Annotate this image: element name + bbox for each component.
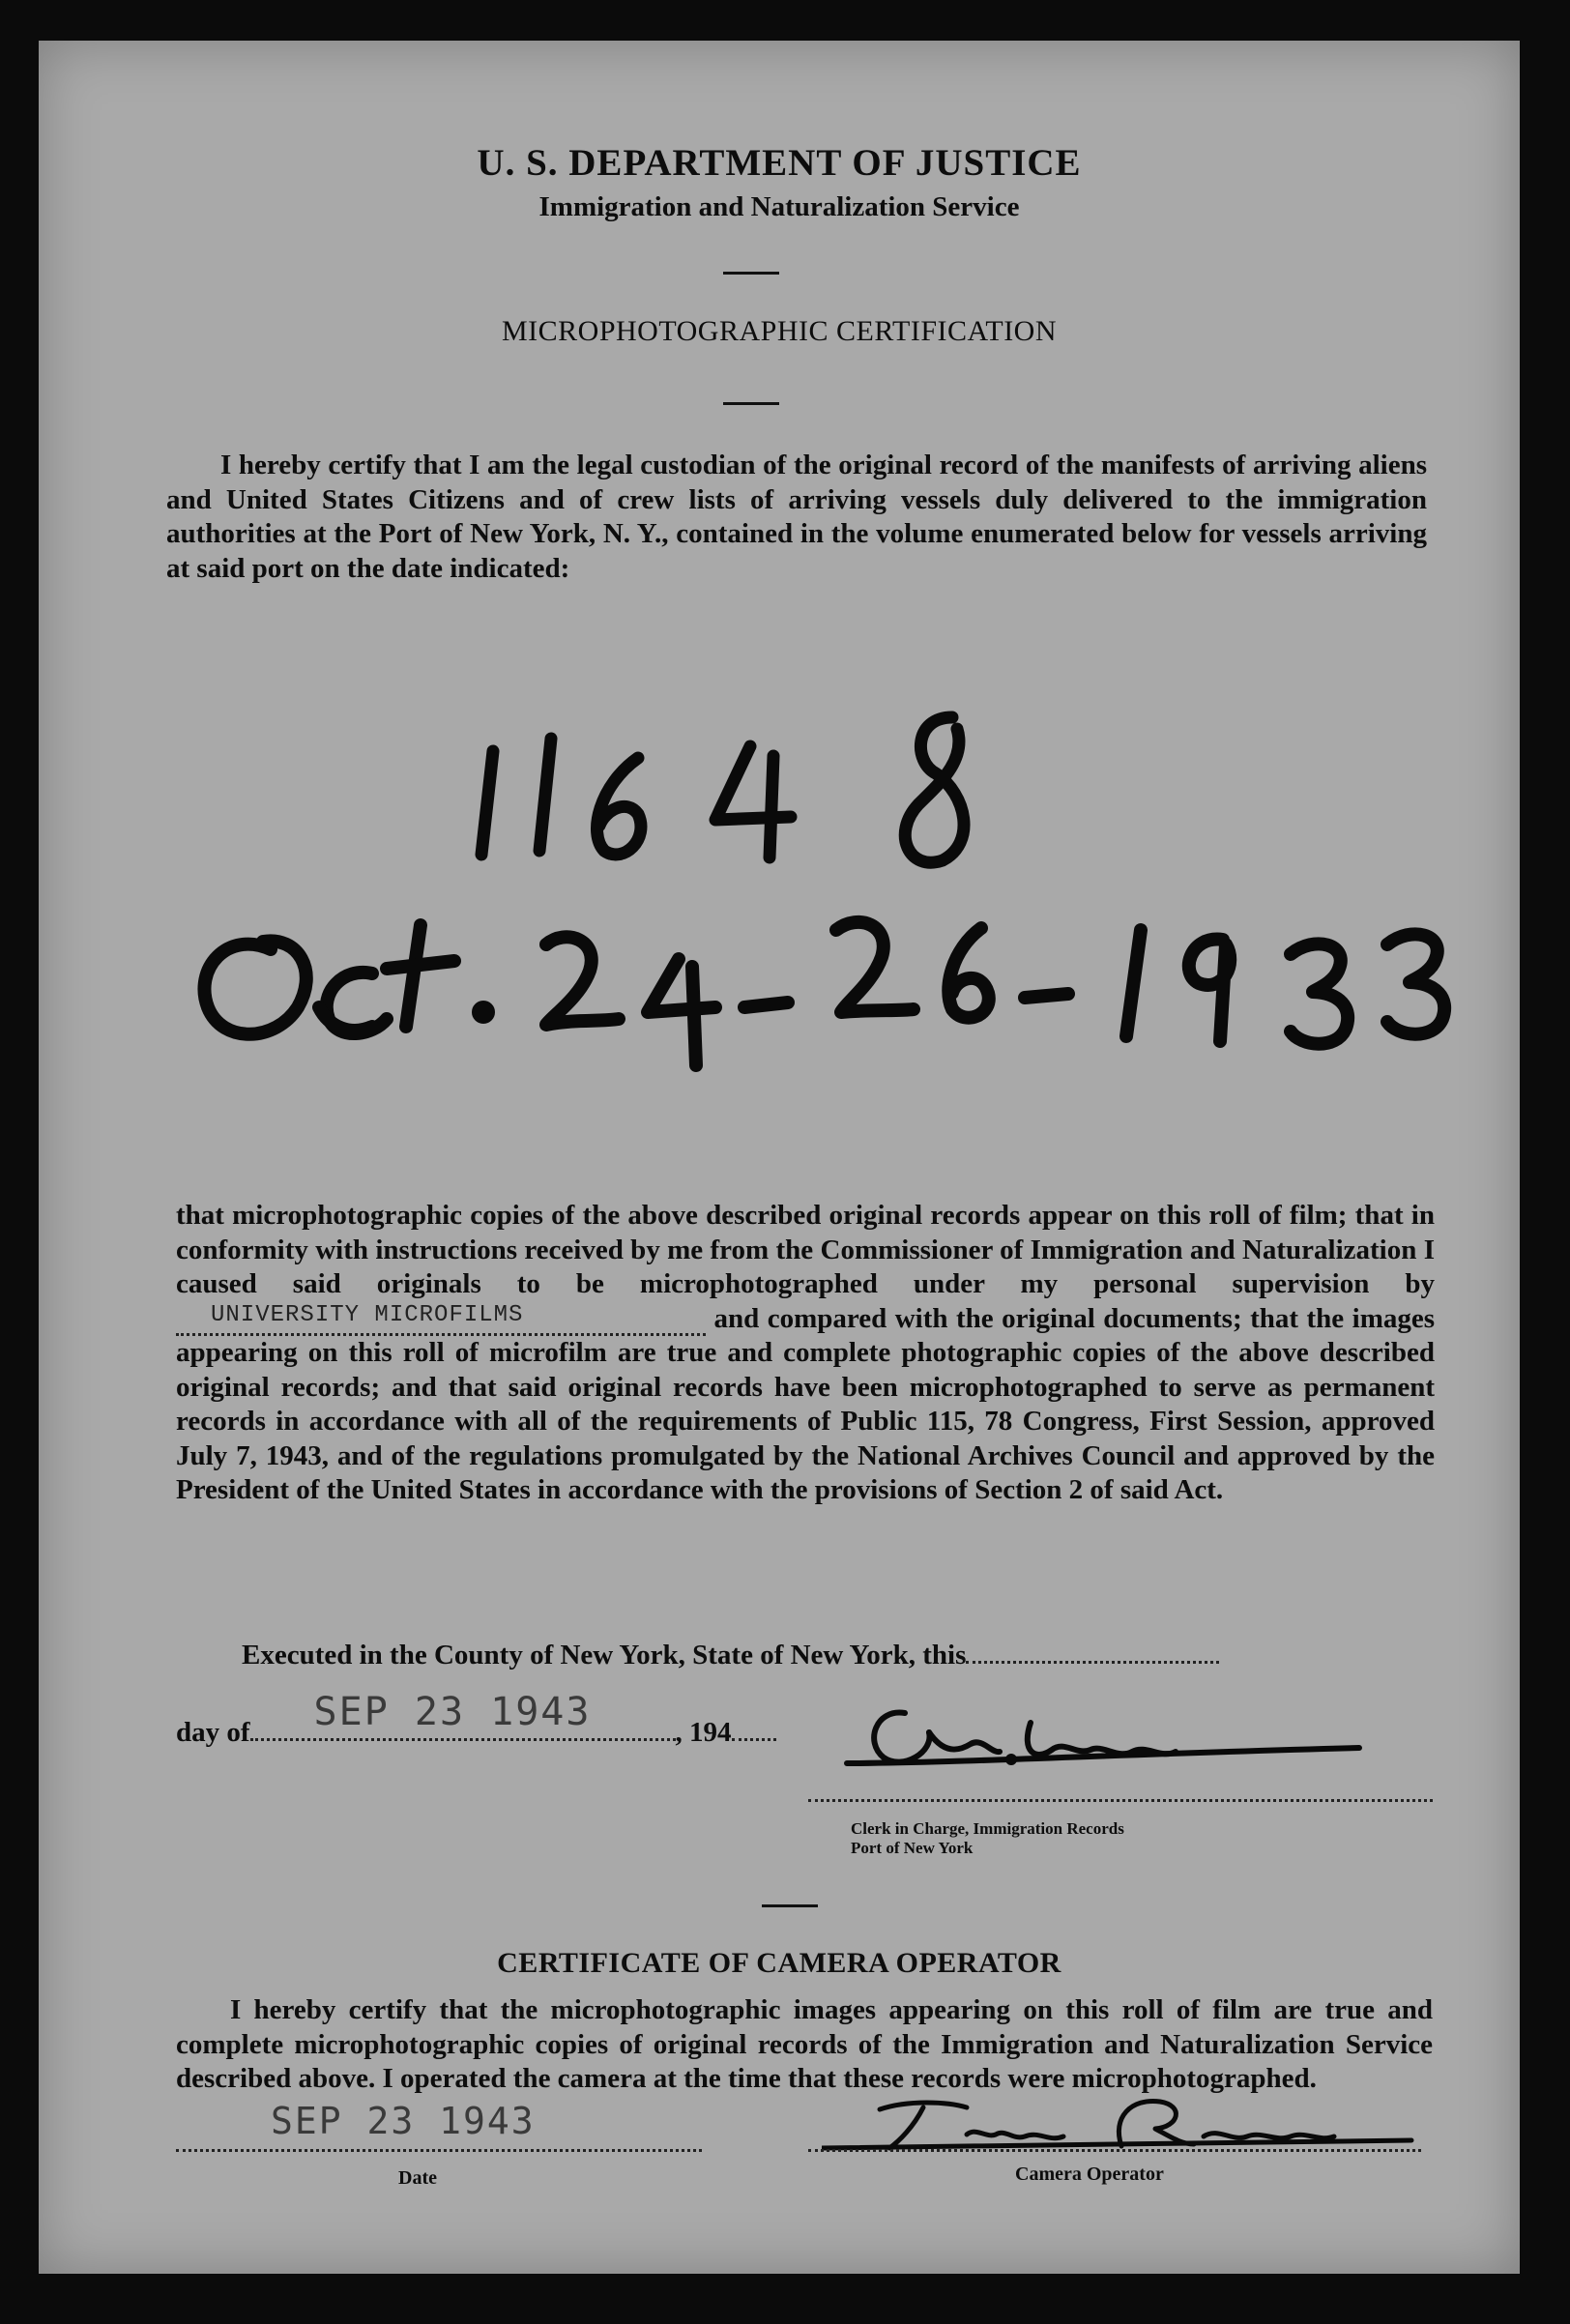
typed-contractor-name: UNIVERSITY MICROFILMS: [211, 1302, 524, 1328]
camera-operator-paragraph: I hereby certify that the microphotographic images appearing on this roll of film are true and complete microphotographic copies of original records of the Immigration and Naturalization Service described above. I operated the camera at the time that these records were microphotographed.: [176, 1994, 1433, 2094]
certification-text-part1: that microphotographic copies of the above described original records appear on this roll of film; that in conformity with instructions received by me from the Commissioner of Immigration and Naturalization I caused said originals to be microphotographed under my personal supervision by: [176, 1200, 1435, 1299]
date-label: Date: [398, 2167, 437, 2189]
handwritten-dates: [204, 922, 1444, 1065]
clerk-signature-line: [808, 1798, 1433, 1802]
custodian-paragraph: I hereby certify that I am the legal custodian of the original record of the manifests of arriving aliens and United States Citizens and of crew lists of arriving vessels duly delivered to the immigration authorities at the Port of New York, N. Y., contained in the volume enumerated below for vessels arriving at said port on the date indicated:: [166, 450, 1427, 584]
handwritten-volume-number: [481, 717, 964, 862]
clerk-title-line2: Port of New York: [851, 1839, 974, 1857]
camera-operator-label: Camera Operator: [1015, 2164, 1164, 2185]
service-subheading: Immigration and Naturalization Service: [538, 191, 1020, 222]
camera-operator-title: CERTIFICATE OF CAMERA OPERATOR: [497, 1947, 1061, 1979]
camera-date-line: [176, 2148, 702, 2152]
contractor-field: [176, 1302, 706, 1336]
clerk-title-line1: Clerk in Charge, Immigration Records: [851, 1819, 1124, 1838]
section-divider: [762, 1904, 818, 1907]
operator-signature-line: [808, 2148, 1421, 2152]
camera-date-stamp: SEP 23 1943: [271, 2100, 536, 2142]
executed-line-text: Executed in the County of New York, State of New York, this: [242, 1640, 967, 1670]
operator-signature: [822, 2088, 1421, 2165]
day-of-label: day of: [176, 1717, 250, 1748]
clerk-signature: [837, 1684, 1379, 1790]
day-of-field: [250, 1690, 676, 1741]
certification-title: MICROPHOTOGRAPHIC CERTIFICATION: [501, 315, 1058, 347]
day-of-line: [176, 1690, 776, 1751]
date-stamp: SEP 23 1943: [313, 1690, 592, 1734]
year-field: [732, 1715, 776, 1741]
certification-text-part2: and compared with the original documents; that the images appearing on this roll of microfilm are true and complete photographic copies of the above described original records; and that said original records have been microphotographed to serve as permanent records in accordance with all of the requirements of Public 115, 78 Congress, First Session, approved July 7, 1943, and of the regulations promulgated by the National Archives Council and approved by the President of the United States in accordance with the provisions of Section 2 of said Act.: [176, 1302, 1436, 1505]
department-heading: U. S. DEPARTMENT OF JUSTICE: [477, 142, 1082, 184]
executed-line: [242, 1638, 1219, 1673]
handwritten-entry: [39, 41, 1520, 1152]
clerk-title: [851, 1819, 1124, 1858]
certification-paragraph: [176, 1199, 1435, 1508]
executed-day-field: [966, 1638, 1219, 1664]
certificate-page: [39, 41, 1520, 2274]
year-prefix: , 194: [675, 1717, 732, 1748]
